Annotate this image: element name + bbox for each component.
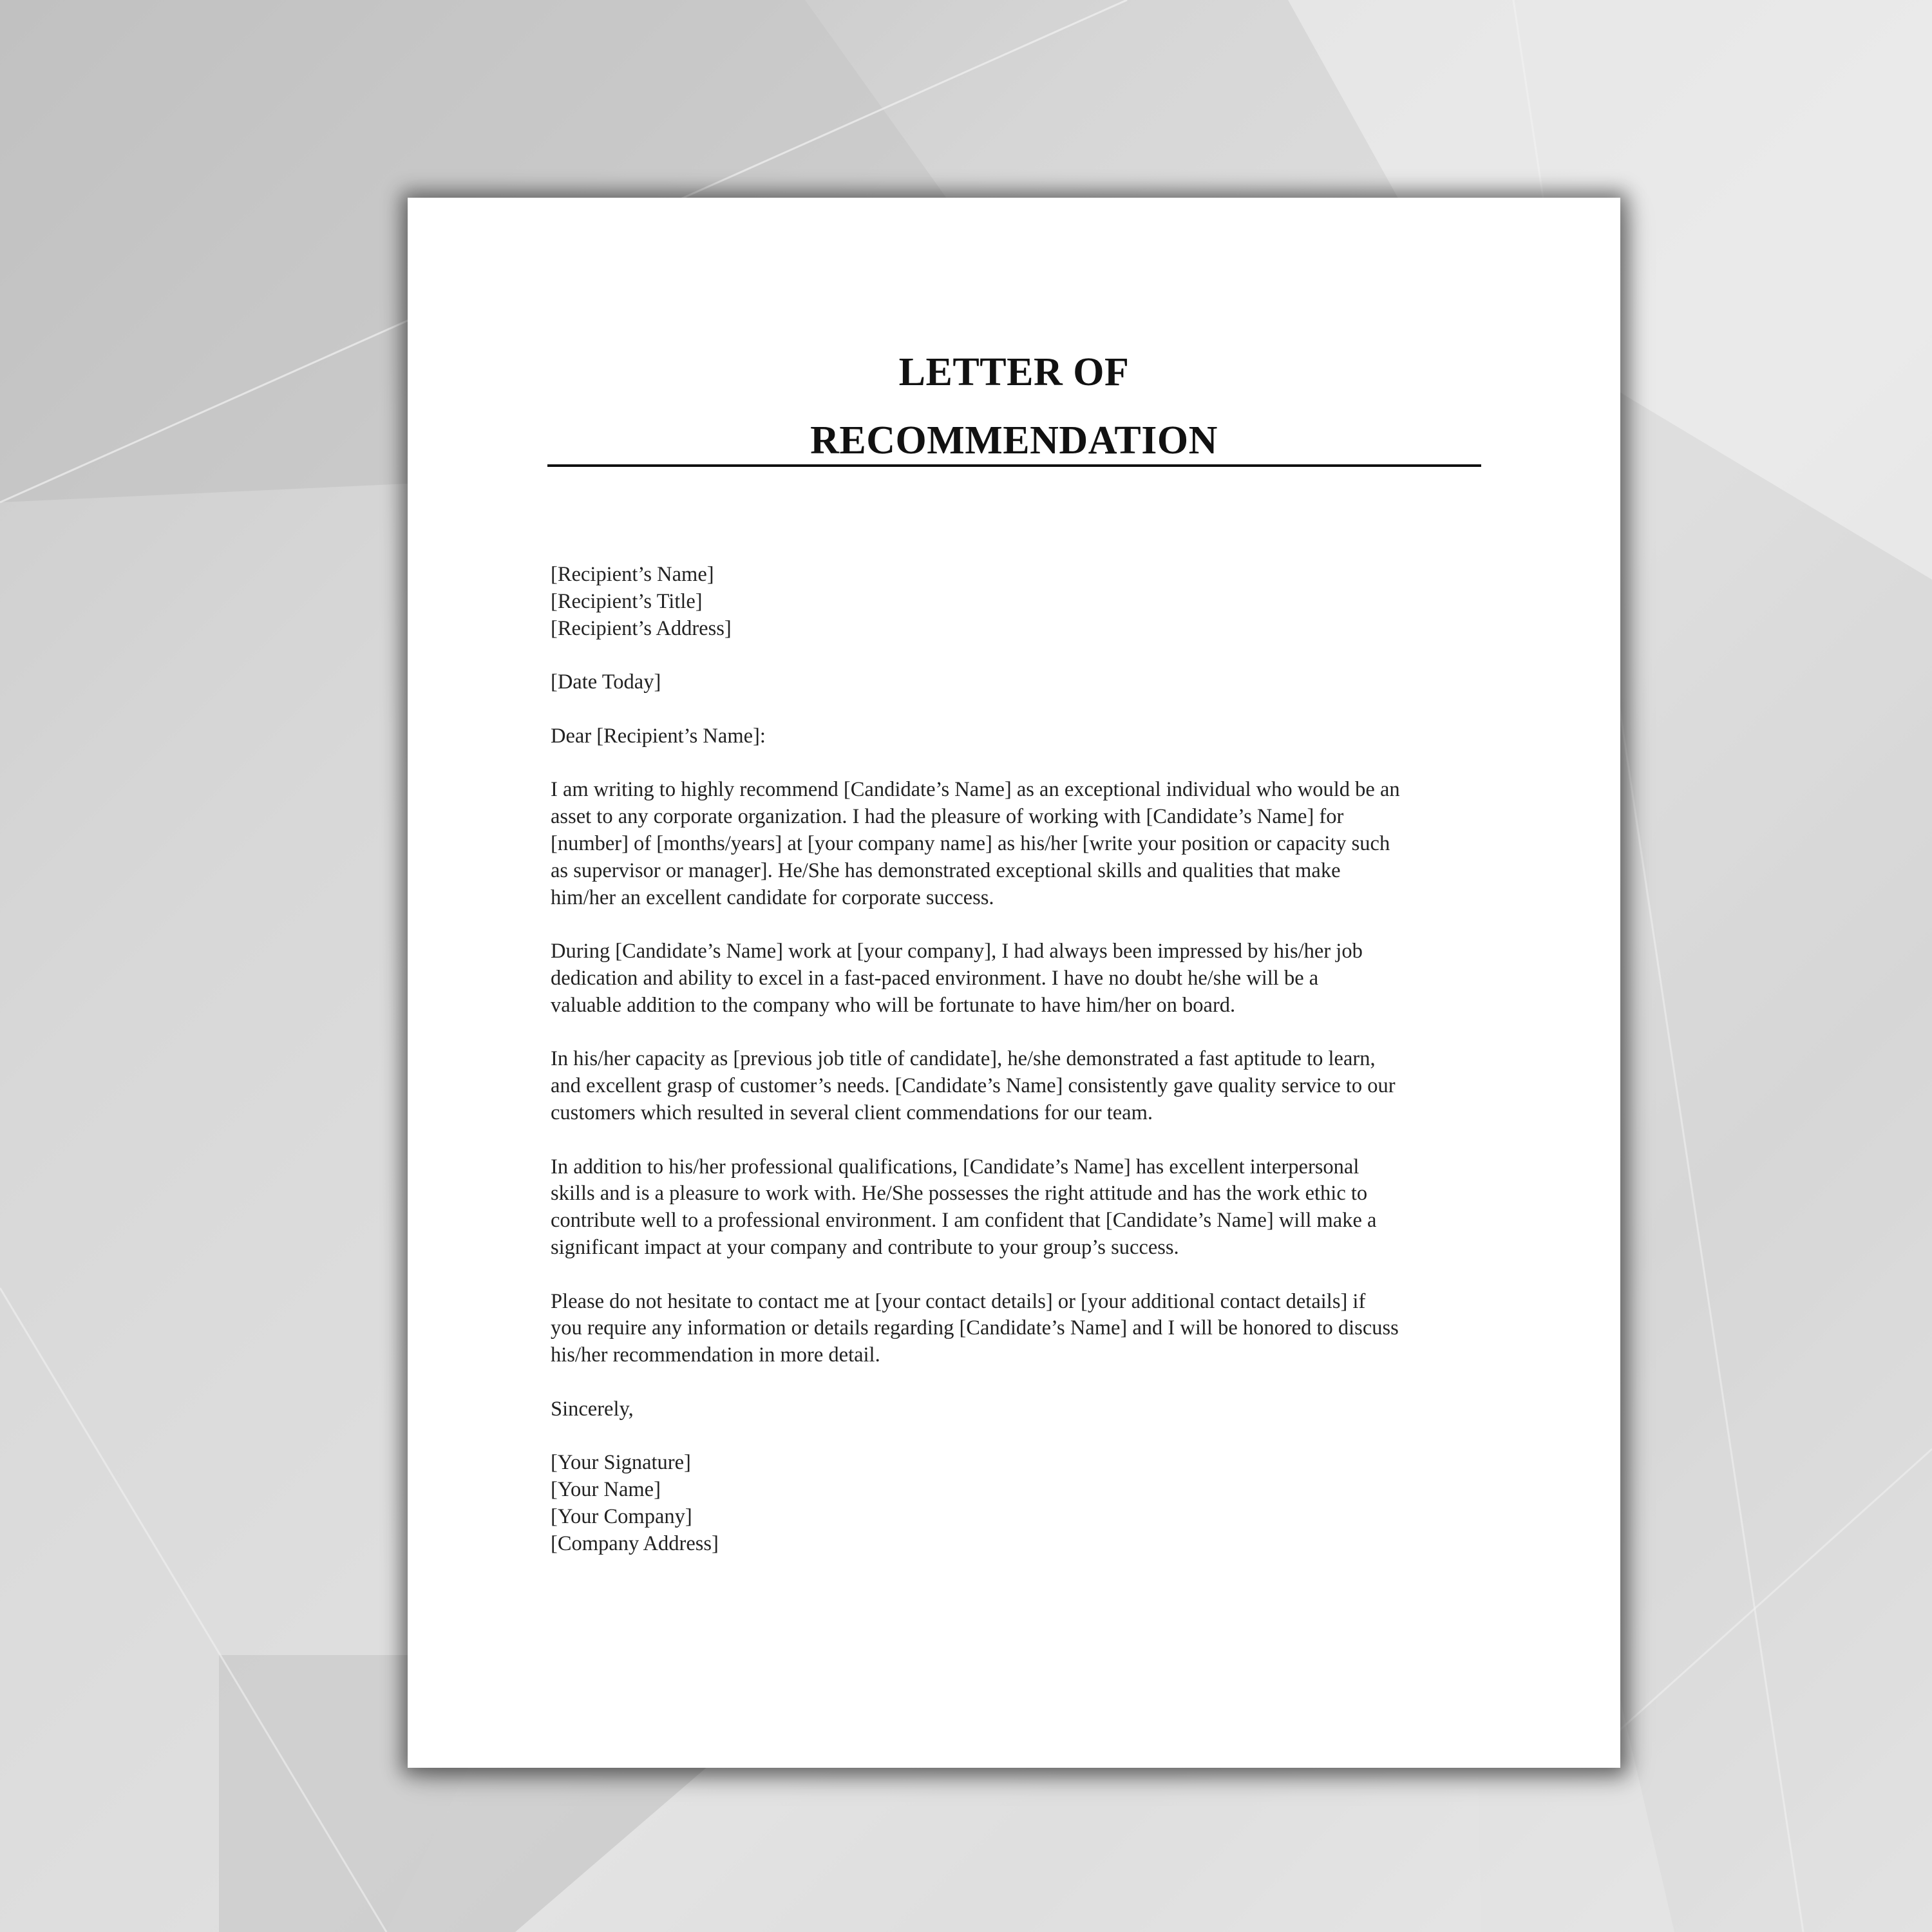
paragraph-3 (551, 1046, 1484, 1126)
paragraph-5 (551, 1289, 1484, 1369)
date-block (551, 669, 1484, 696)
paragraph-line: During [Candidate’s Name] work at [your company], I had always been impressed by his/her job (551, 940, 1363, 963)
paragraph-line: In his/her capacity as [previous job title of candidate], he/she demonstrated a fast aptitude to learn, (551, 1047, 1376, 1071)
paragraph-line: contribute well to a professional environment. I am confident that [Candidate’s Name] will make a (551, 1209, 1377, 1233)
paragraph-line: his/her recommendation in more detail. (551, 1343, 880, 1367)
paragraph-line: you require any information or details regarding [Candidate’s Name] and I will be honored to discuss (551, 1316, 1399, 1340)
paragraph-line: dedication and ability to excel in a fast-paced environment. I have no doubt he/she will be a (551, 966, 1319, 990)
company-address: [Company Address] (551, 1531, 719, 1555)
paragraph-1 (551, 777, 1484, 911)
recipient-name: [Recipient’s Name] (551, 563, 714, 586)
letter-date: [Date Today] (551, 670, 661, 694)
paragraph-line: significant impact at your company and contribute to your group’s success. (551, 1235, 1179, 1259)
closing: Sincerely, (551, 1397, 634, 1421)
sender-name: [Your Name] (551, 1478, 661, 1502)
paragraph-line: him/her an excellent candidate for corporate success. (551, 886, 994, 909)
paragraph-line: as supervisor or manager]. He/She has demonstrated exceptional skills and qualities that make (551, 858, 1341, 882)
title-line: RECOMMENDATION (810, 419, 1218, 462)
letter-title (408, 338, 1620, 475)
paragraph-2 (551, 938, 1484, 1019)
paragraph-line: valuable addition to the company who will be fortunate to have him/her on board. (551, 993, 1236, 1017)
signature-block (551, 1450, 1484, 1557)
letter-page (408, 198, 1620, 1768)
paragraph-line: customers which resulted in several client commendations for our team. (551, 1101, 1153, 1124)
paragraph-line: [number] of [months/years] at [your company name] as his/her [write your position or capacity such (551, 831, 1390, 855)
paragraph-line: and excellent grasp of customer’s needs. [Candidate’s Name] consistently gave quality service to our (551, 1074, 1396, 1098)
letter-body (551, 562, 1484, 1584)
paragraph-line: Please do not hesitate to contact me at [your contact details] or [your additional contact details] if (551, 1289, 1366, 1313)
paragraph-line: asset to any corporate organization. I had the pleasure of working with [Candidate’s Name] for (551, 805, 1344, 829)
recipient-block (551, 562, 1484, 642)
salutation-block (551, 723, 1484, 750)
sender-company: [Your Company] (551, 1504, 692, 1528)
title-line: LETTER OF (898, 350, 1130, 394)
paragraph-line: I am writing to highly recommend [Candidate’s Name] as an exceptional individual who would be an (551, 778, 1400, 802)
recipient-title: [Recipient’s Title] (551, 589, 703, 613)
closing-block (551, 1396, 1484, 1423)
title-divider (547, 464, 1481, 467)
signature-placeholder: [Your Signature] (551, 1451, 691, 1475)
paragraph-4 (551, 1154, 1484, 1262)
salutation: Dear [Recipient’s Name]: (551, 724, 766, 748)
paragraph-line: skills and is a pleasure to work with. He/She possesses the right attitude and has the work ethic to (551, 1182, 1368, 1206)
paragraph-line: In addition to his/her professional qualifications, [Candidate’s Name] has excellent interpersonal (551, 1155, 1359, 1179)
recipient-address: [Recipient’s Address] (551, 616, 732, 640)
